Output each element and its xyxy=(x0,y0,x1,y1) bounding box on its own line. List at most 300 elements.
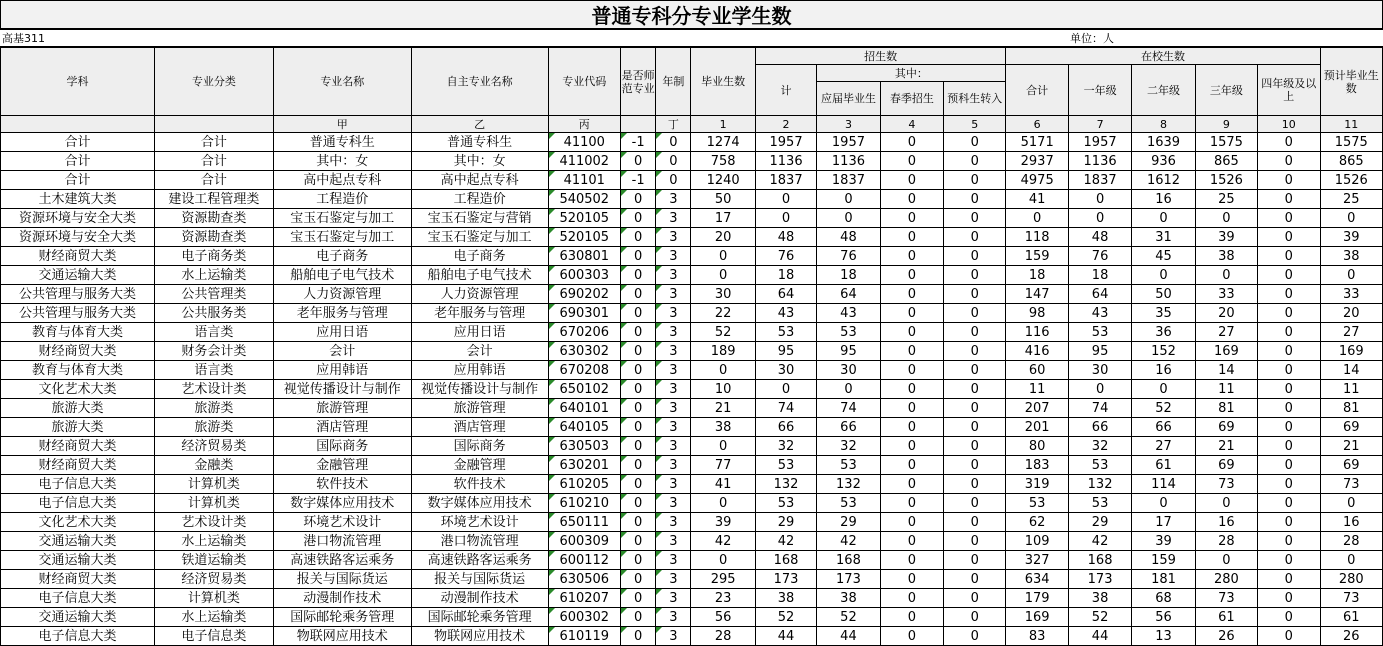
table-cell: 高中起点专科 xyxy=(411,171,548,190)
table-cell: 旅游类 xyxy=(155,399,274,418)
table-cell: 95 xyxy=(755,342,816,361)
table-cell: 630302 xyxy=(548,342,620,361)
table-cell: 16 xyxy=(1132,361,1195,380)
table-cell: 280 xyxy=(1320,570,1383,589)
table-cell: 0 xyxy=(1258,228,1320,247)
header-of-which: 其中： xyxy=(817,65,1006,82)
table-cell: 21 xyxy=(1320,437,1383,456)
table-cell: 0 xyxy=(621,513,656,532)
table-row xyxy=(1,608,1383,627)
table-cell: 0 xyxy=(621,228,656,247)
table-cell: 33 xyxy=(1320,285,1383,304)
table-cell: 电子商务 xyxy=(411,247,548,266)
table-cell: 0 xyxy=(944,247,1006,266)
table-cell: 0 xyxy=(1132,209,1195,228)
table-cell: 53 xyxy=(1068,494,1131,513)
table-cell: 66 xyxy=(755,418,816,437)
table-cell: 42 xyxy=(1068,532,1131,551)
table-cell: 电子信息大类 xyxy=(1,627,155,646)
table-cell: 0 xyxy=(1195,551,1257,570)
table-cell: 国际商务 xyxy=(273,437,411,456)
table-cell: 公共管理与服务大类 xyxy=(1,285,155,304)
table-cell: 5171 xyxy=(1006,133,1068,152)
header-major-category: 专业分类 xyxy=(155,48,274,116)
table-cell: 数字媒体应用技术 xyxy=(273,494,411,513)
statistics-table xyxy=(0,47,1383,646)
table-cell: 56 xyxy=(1132,608,1195,627)
table-cell: 169 xyxy=(1320,342,1383,361)
table-cell: 0 xyxy=(880,380,943,399)
index-cell: 乙 xyxy=(411,116,548,133)
table-cell: 国际商务 xyxy=(411,437,548,456)
table-cell: 74 xyxy=(817,399,880,418)
page-title: 普通专科分专业学生数 xyxy=(0,0,1383,30)
table-cell: 132 xyxy=(1068,475,1131,494)
table-cell: 宝玉石鉴定与营销 xyxy=(411,209,548,228)
table-cell: 0 xyxy=(817,209,880,228)
table-cell: 0 xyxy=(880,323,943,342)
table-cell: 11 xyxy=(1195,380,1257,399)
table-cell: 0 xyxy=(1258,532,1320,551)
table-cell: 财经商贸大类 xyxy=(1,570,155,589)
table-cell: 建设工程管理类 xyxy=(155,190,274,209)
table-cell: 资源勘查类 xyxy=(155,228,274,247)
table-cell: 0 xyxy=(1258,513,1320,532)
table-cell: 53 xyxy=(755,323,816,342)
table-cell: 53 xyxy=(817,456,880,475)
table-cell: 10 xyxy=(691,380,755,399)
table-cell: 财经商贸大类 xyxy=(1,342,155,361)
table-cell: 电子商务类 xyxy=(155,247,274,266)
table-cell: 0 xyxy=(621,209,656,228)
table-cell: 66 xyxy=(1068,418,1131,437)
table-cell: 数字媒体应用技术 xyxy=(411,494,548,513)
table-cell: 0 xyxy=(880,171,943,190)
table-cell: 旅游类 xyxy=(155,418,274,437)
table-cell: 18 xyxy=(755,266,816,285)
table-row xyxy=(1,570,1383,589)
table-cell: 42 xyxy=(691,532,755,551)
table-cell: 18 xyxy=(1068,266,1131,285)
table-cell: 600112 xyxy=(548,551,620,570)
table-cell: 52 xyxy=(1068,608,1131,627)
header-graduates: 毕业生数 xyxy=(691,48,755,116)
table-cell: 64 xyxy=(1068,285,1131,304)
table-cell: 资源勘查类 xyxy=(155,209,274,228)
table-cell: 3 xyxy=(656,285,691,304)
table-cell: 3 xyxy=(656,475,691,494)
table-cell: 1136 xyxy=(755,152,816,171)
table-cell: 319 xyxy=(1006,475,1068,494)
table-cell: 0 xyxy=(1258,608,1320,627)
table-cell: 0 xyxy=(656,133,691,152)
table-cell: 水上运输类 xyxy=(155,266,274,285)
table-cell: 179 xyxy=(1006,589,1068,608)
table-cell: 411002 xyxy=(548,152,620,171)
table-cell: 0 xyxy=(1258,456,1320,475)
table-row xyxy=(1,247,1383,266)
index-cell: 10 xyxy=(1258,116,1320,133)
table-cell: 38 xyxy=(755,589,816,608)
table-cell: 普通专科生 xyxy=(411,133,548,152)
table-cell: 630801 xyxy=(548,247,620,266)
table-cell: 17 xyxy=(1132,513,1195,532)
table-cell: 1274 xyxy=(691,133,755,152)
table-cell: 0 xyxy=(1068,190,1131,209)
header-in-school: 在校生数 xyxy=(1006,48,1320,65)
table-cell: 应用韩语 xyxy=(273,361,411,380)
table-cell: 视觉传播设计与制作 xyxy=(273,380,411,399)
table-cell: 540502 xyxy=(548,190,620,209)
table-cell: 0 xyxy=(621,342,656,361)
table-cell: 0 xyxy=(1132,380,1195,399)
table-cell: 30 xyxy=(1068,361,1131,380)
table-cell: 39 xyxy=(1320,228,1383,247)
header-year1: 一年级 xyxy=(1068,65,1131,116)
table-cell: 758 xyxy=(691,152,755,171)
table-cell: 27 xyxy=(1195,323,1257,342)
table-cell: 169 xyxy=(1195,342,1257,361)
table-cell: 教育与体育大类 xyxy=(1,361,155,380)
header-enrollment: 招生数 xyxy=(755,48,1006,65)
table-cell: 0 xyxy=(880,627,943,646)
table-cell: 0 xyxy=(944,209,1006,228)
table-cell: 13 xyxy=(1132,627,1195,646)
table-cell: 52 xyxy=(817,608,880,627)
table-cell: 资源环境与安全大类 xyxy=(1,228,155,247)
table-cell: 600303 xyxy=(548,266,620,285)
table-cell: 1837 xyxy=(1068,171,1131,190)
table-cell: 报关与国际货运 xyxy=(411,570,548,589)
table-cell: 老年服务与管理 xyxy=(411,304,548,323)
table-row xyxy=(1,285,1383,304)
table-cell: 软件技术 xyxy=(411,475,548,494)
table-row xyxy=(1,437,1383,456)
table-cell: 财经商贸大类 xyxy=(1,437,155,456)
table-cell: 高速铁路客运乘务 xyxy=(411,551,548,570)
table-cell: 23 xyxy=(691,589,755,608)
table-cell: 旅游大类 xyxy=(1,418,155,437)
index-cell: 4 xyxy=(880,116,943,133)
table-cell: 81 xyxy=(1320,399,1383,418)
table-cell: 1957 xyxy=(1068,133,1131,152)
table-cell: 53 xyxy=(1068,323,1131,342)
table-cell: 3 xyxy=(656,456,691,475)
table-cell: 会计 xyxy=(411,342,548,361)
table-cell: 合计 xyxy=(1,133,155,152)
table-cell: 0 xyxy=(621,494,656,513)
index-cell: 9 xyxy=(1195,116,1257,133)
header-is-normal: 是否师范专业 xyxy=(621,48,656,116)
table-cell: 财经商贸大类 xyxy=(1,247,155,266)
table-cell: 0 xyxy=(944,551,1006,570)
header-fresh-graduates: 应届毕业生 xyxy=(817,82,880,116)
table-cell: 73 xyxy=(1320,475,1383,494)
table-cell: 1612 xyxy=(1132,171,1195,190)
table-cell: 0 xyxy=(817,380,880,399)
table-cell: 1240 xyxy=(691,171,755,190)
table-cell: 0 xyxy=(621,399,656,418)
table-cell: 3 xyxy=(656,190,691,209)
table-cell: 69 xyxy=(1195,418,1257,437)
table-cell: 交通运输大类 xyxy=(1,551,155,570)
table-cell: 76 xyxy=(817,247,880,266)
table-cell: 30 xyxy=(691,285,755,304)
table-row xyxy=(1,209,1383,228)
table-cell: 交通运输大类 xyxy=(1,608,155,627)
table-cell: 3 xyxy=(656,228,691,247)
table-cell: 169 xyxy=(1006,608,1068,627)
table-cell: 3 xyxy=(656,361,691,380)
table-cell: 670208 xyxy=(548,361,620,380)
table-cell: 其中：女 xyxy=(411,152,548,171)
index-cell: 1 xyxy=(691,116,755,133)
table-cell: 0 xyxy=(880,551,943,570)
index-cell: 2 xyxy=(755,116,816,133)
table-cell: 650111 xyxy=(548,513,620,532)
table-cell: 人力资源管理 xyxy=(273,285,411,304)
table-cell: 0 xyxy=(880,228,943,247)
table-cell: 0 xyxy=(1258,342,1320,361)
table-cell: 73 xyxy=(1195,589,1257,608)
table-cell: 152 xyxy=(1132,342,1195,361)
table-cell: 0 xyxy=(1258,418,1320,437)
table-cell: 0 xyxy=(944,627,1006,646)
table-cell: 865 xyxy=(1320,152,1383,171)
table-cell: 600309 xyxy=(548,532,620,551)
table-cell: 会计 xyxy=(273,342,411,361)
table-row xyxy=(1,361,1383,380)
header-years: 年制 xyxy=(656,48,691,116)
table-row xyxy=(1,513,1383,532)
table-row xyxy=(1,171,1383,190)
table-cell: 610119 xyxy=(548,627,620,646)
table-cell: 3 xyxy=(656,304,691,323)
table-cell: 3 xyxy=(656,209,691,228)
table-cell: 0 xyxy=(621,323,656,342)
table-cell: 0 xyxy=(944,171,1006,190)
table-cell: 50 xyxy=(691,190,755,209)
table-cell: 61 xyxy=(1132,456,1195,475)
table-cell: 0 xyxy=(880,266,943,285)
table-cell: 合计 xyxy=(155,133,274,152)
table-row xyxy=(1,380,1383,399)
table-cell: 39 xyxy=(1132,532,1195,551)
table-cell: 62 xyxy=(1006,513,1068,532)
table-cell: 168 xyxy=(817,551,880,570)
table-cell: 27 xyxy=(1132,437,1195,456)
table-cell: 18 xyxy=(817,266,880,285)
table-cell: 0 xyxy=(944,418,1006,437)
table-cell: 电子信息大类 xyxy=(1,589,155,608)
table-cell: 66 xyxy=(1132,418,1195,437)
table-cell: 0 xyxy=(621,266,656,285)
table-cell: 41100 xyxy=(548,133,620,152)
table-cell: 865 xyxy=(1195,152,1257,171)
table-cell: 3 xyxy=(656,399,691,418)
table-cell: 17 xyxy=(691,209,755,228)
table-cell: 视觉传播设计与制作 xyxy=(411,380,548,399)
table-cell: 0 xyxy=(880,418,943,437)
table-cell: 3 xyxy=(656,570,691,589)
table-cell: 3 xyxy=(656,532,691,551)
index-cell: 7 xyxy=(1068,116,1131,133)
table-cell: 56 xyxy=(691,608,755,627)
table-cell: 68 xyxy=(1132,589,1195,608)
table-cell: 合计 xyxy=(155,152,274,171)
table-row xyxy=(1,475,1383,494)
table-cell: 电子商务 xyxy=(273,247,411,266)
table-cell: 189 xyxy=(691,342,755,361)
table-cell: 0 xyxy=(1258,247,1320,266)
table-cell: 1575 xyxy=(1195,133,1257,152)
table-cell: 32 xyxy=(1068,437,1131,456)
table-cell: 52 xyxy=(691,323,755,342)
table-cell: 21 xyxy=(1195,437,1257,456)
table-cell: 0 xyxy=(621,475,656,494)
header-spring-enroll: 春季招生 xyxy=(880,82,943,116)
table-cell: 173 xyxy=(1068,570,1131,589)
table-cell: 44 xyxy=(1068,627,1131,646)
table-cell: 0 xyxy=(621,285,656,304)
table-cell: 76 xyxy=(1068,247,1131,266)
table-cell: 旅游管理 xyxy=(411,399,548,418)
table-cell: 30 xyxy=(817,361,880,380)
table-cell: 32 xyxy=(817,437,880,456)
header-major-name: 专业名称 xyxy=(273,48,411,116)
table-cell: 计算机类 xyxy=(155,475,274,494)
table-cell: 16 xyxy=(1132,190,1195,209)
table-cell: 2937 xyxy=(1006,152,1068,171)
table-cell: 77 xyxy=(691,456,755,475)
table-cell: 520105 xyxy=(548,209,620,228)
table-cell: 老年服务与管理 xyxy=(273,304,411,323)
table-cell: 48 xyxy=(817,228,880,247)
table-cell: 201 xyxy=(1006,418,1068,437)
table-row xyxy=(1,304,1383,323)
table-cell: 610210 xyxy=(548,494,620,513)
table-cell: 20 xyxy=(1195,304,1257,323)
table-cell: 69 xyxy=(1320,418,1383,437)
table-cell: 公共管理类 xyxy=(155,285,274,304)
header-year2: 二年级 xyxy=(1132,65,1195,116)
header-subject: 学科 xyxy=(1,48,155,116)
table-cell: 0 xyxy=(944,475,1006,494)
table-row xyxy=(1,152,1383,171)
index-cell: 丙 xyxy=(548,116,620,133)
table-cell: 公共服务类 xyxy=(155,304,274,323)
table-cell: 280 xyxy=(1195,570,1257,589)
table-cell: 国际邮轮乘务管理 xyxy=(273,608,411,627)
table-cell: 21 xyxy=(691,399,755,418)
table-cell: 39 xyxy=(691,513,755,532)
table-cell: 0 xyxy=(621,627,656,646)
table-cell: 0 xyxy=(880,152,943,171)
header-custom-major-name: 自主专业名称 xyxy=(411,48,548,116)
table-cell: 29 xyxy=(817,513,880,532)
table-cell: 43 xyxy=(1068,304,1131,323)
table-cell: 53 xyxy=(817,323,880,342)
table-row xyxy=(1,266,1383,285)
table-cell: 合计 xyxy=(155,171,274,190)
table-cell: 0 xyxy=(944,513,1006,532)
table-cell: 0 xyxy=(621,589,656,608)
table-cell: 0 xyxy=(880,304,943,323)
table-cell: 酒店管理 xyxy=(411,418,548,437)
table-cell: 经济贸易类 xyxy=(155,437,274,456)
table-cell: 艺术设计类 xyxy=(155,513,274,532)
table-cell: 旅游管理 xyxy=(273,399,411,418)
table-cell: 630201 xyxy=(548,456,620,475)
table-cell: 3 xyxy=(656,608,691,627)
table-cell: 1957 xyxy=(755,133,816,152)
table-cell: 81 xyxy=(1195,399,1257,418)
table-cell: 640101 xyxy=(548,399,620,418)
header-year3: 三年级 xyxy=(1195,65,1257,116)
table-cell: 0 xyxy=(880,190,943,209)
table-cell: 国际邮轮乘务管理 xyxy=(411,608,548,627)
table-cell: 42 xyxy=(755,532,816,551)
table-cell: 41101 xyxy=(548,171,620,190)
table-cell: 宝玉石鉴定与加工 xyxy=(273,228,411,247)
table-cell: 73 xyxy=(1320,589,1383,608)
table-cell: 0 xyxy=(1320,551,1383,570)
table-cell: 0 xyxy=(691,551,755,570)
table-cell: 630503 xyxy=(548,437,620,456)
table-cell: 3 xyxy=(656,342,691,361)
table-cell: 640105 xyxy=(548,418,620,437)
table-cell: 26 xyxy=(1320,627,1383,646)
table-cell: 11 xyxy=(1006,380,1068,399)
table-cell: 0 xyxy=(755,209,816,228)
table-cell: 41 xyxy=(1006,190,1068,209)
table-row xyxy=(1,627,1383,646)
table-cell: 动漫制作技术 xyxy=(411,589,548,608)
table-cell: 3 xyxy=(656,323,691,342)
table-row xyxy=(1,228,1383,247)
table-cell: 26 xyxy=(1195,627,1257,646)
table-cell: 0 xyxy=(944,304,1006,323)
table-body xyxy=(1,133,1383,646)
table-cell: 159 xyxy=(1132,551,1195,570)
table-cell: 宝玉石鉴定与加工 xyxy=(273,209,411,228)
table-cell: 0 xyxy=(621,551,656,570)
table-cell: 0 xyxy=(691,266,755,285)
table-cell: 艺术设计类 xyxy=(155,380,274,399)
table-cell: 33 xyxy=(1195,285,1257,304)
table-row xyxy=(1,399,1383,418)
table-cell: 168 xyxy=(1068,551,1131,570)
table-cell: -1 xyxy=(621,133,656,152)
table-cell: 42 xyxy=(817,532,880,551)
table-cell: 水上运输类 xyxy=(155,532,274,551)
table-cell: 金融类 xyxy=(155,456,274,475)
table-cell: 0 xyxy=(691,494,755,513)
table-cell: 610207 xyxy=(548,589,620,608)
table-cell: 0 xyxy=(944,456,1006,475)
table-cell: 0 xyxy=(621,532,656,551)
table-cell: 28 xyxy=(1320,532,1383,551)
header-year4plus: 四年级及以上 xyxy=(1258,65,1320,116)
table-cell: 600302 xyxy=(548,608,620,627)
table-cell: 18 xyxy=(1006,266,1068,285)
table-cell: 3 xyxy=(656,551,691,570)
table-cell: 53 xyxy=(755,494,816,513)
table-cell: 29 xyxy=(1068,513,1131,532)
table-cell: 60 xyxy=(1006,361,1068,380)
table-cell: 36 xyxy=(1132,323,1195,342)
table-cell: 0 xyxy=(1258,171,1320,190)
